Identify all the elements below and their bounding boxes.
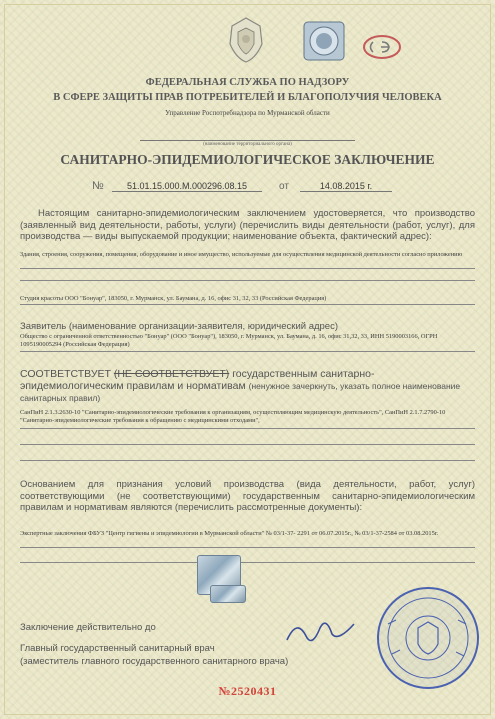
sanitary-rules: СанПиН 2.1.3.2630-10 "Санитарно-эпидемиологические требования к организациям, осуществляющим медицинскую деятельность", СанПиН 2.1.7.2790-10 "Санитарно-эпидемиологические требования к обращению с медицинскими отходами", — [20, 409, 446, 424]
agency-line1: ФЕДЕРАЛЬНАЯ СЛУЖБА ПО НАДЗОРУ — [145, 77, 350, 88]
certificate-date: 14.08.2015 г. — [300, 181, 392, 192]
date-label: от — [279, 181, 289, 192]
department-name: Управление Роспотребнадзора по Мурманской области — [165, 109, 330, 117]
hologram-seal-top — [302, 20, 346, 62]
se-logo-icon — [362, 34, 402, 60]
signature — [282, 610, 362, 650]
number-label: № — [92, 180, 104, 192]
compliance-statement — [20, 368, 475, 404]
basis-documents: Экспертные заключения ФБУЗ "Центр гигиены и эпидемиологии в Мурманской области" № 03/1-37- 2291 от 06.07.2015г., № 03/1-37-2584 от 03.08.2015г. — [20, 530, 439, 537]
activity-description: Здания, строения, сооружения, помещения, оборудование и иное имущество, используемые для осуществления медицинской деятельности согласно приложению — [20, 251, 463, 258]
signer-line1: Главный государственный санитарный врач — [20, 643, 215, 654]
coat-of-arms-emblem — [222, 14, 270, 64]
agency-line2: В СФЕРЕ ЗАЩИТЫ ПРАВ ПОТРЕБИТЕЛЕЙ И БЛАГОПОЛУЧИЯ ЧЕЛОВЕКА — [53, 92, 442, 103]
page-title: САНИТАРНО-ЭПИДЕМИОЛОГИЧЕСКОЕ ЗАКЛЮЧЕНИЕ — [60, 152, 435, 167]
intro-paragraph: Настоящим санитарно-эпидемиологическим заключением удостоверяется, что производство (заявленный вид деятельности, работы, услуги) (перечислить виды деятельности (работ, услуг), для производства — виды выпускаемой продукции; наименование объекта, фактический адрес): — [20, 208, 475, 242]
official-stamp — [374, 584, 482, 692]
signer-line2: (заместитель главного государственного санитарного врача) — [20, 656, 289, 667]
complies-text: государственным санитарно-эпидемиологическим правилам и нормативам — [20, 368, 375, 392]
basis-paragraph: Основанием для признания условий производства (вида деятельности, работ, услуг) соответствующими (не соответствующими) государственным санитарно-эпидемиологическим правилам и нормативам являются (перечислить рассмотренные документы): — [20, 479, 475, 513]
applicant-details: Общество с ограниченной ответственностью "Бонуар" (ООО "Бонуар"), 183050, г. Мурманск, ул. Баумана, д. 16, офис 31,32, 33, ИНН 5190003166, ОГРН 1095190005294 (Российская Федерация) — [20, 333, 438, 348]
hologram-sticker-2 — [210, 585, 246, 603]
object-address: Студия красоты ООО "Бонуар", 183050, г. Мурманск, ул. Баумана, д. 16, офис 31, 32, 33 (Российская Федерация) — [20, 295, 327, 302]
complies-note: (ненужное зачеркнуть, указать полное наименование санитарных правил) — [20, 381, 461, 403]
applicant-label: Заявитель (наименование организации-заявителя, юридический адрес) — [20, 321, 339, 332]
serial-number: №2520431 — [218, 684, 277, 698]
validity-label: Заключение действительно до — [20, 622, 156, 633]
complies-word: СООТВЕТСТВУЕТ — [20, 368, 111, 380]
not-complies-struck: (НЕ СООТВЕТСТВУЕТ) — [113, 368, 230, 380]
department-caption: (наименование территориального органа) — [203, 142, 292, 147]
certificate-number: 51.01.15.000.М.000296.08.15 — [112, 181, 262, 192]
